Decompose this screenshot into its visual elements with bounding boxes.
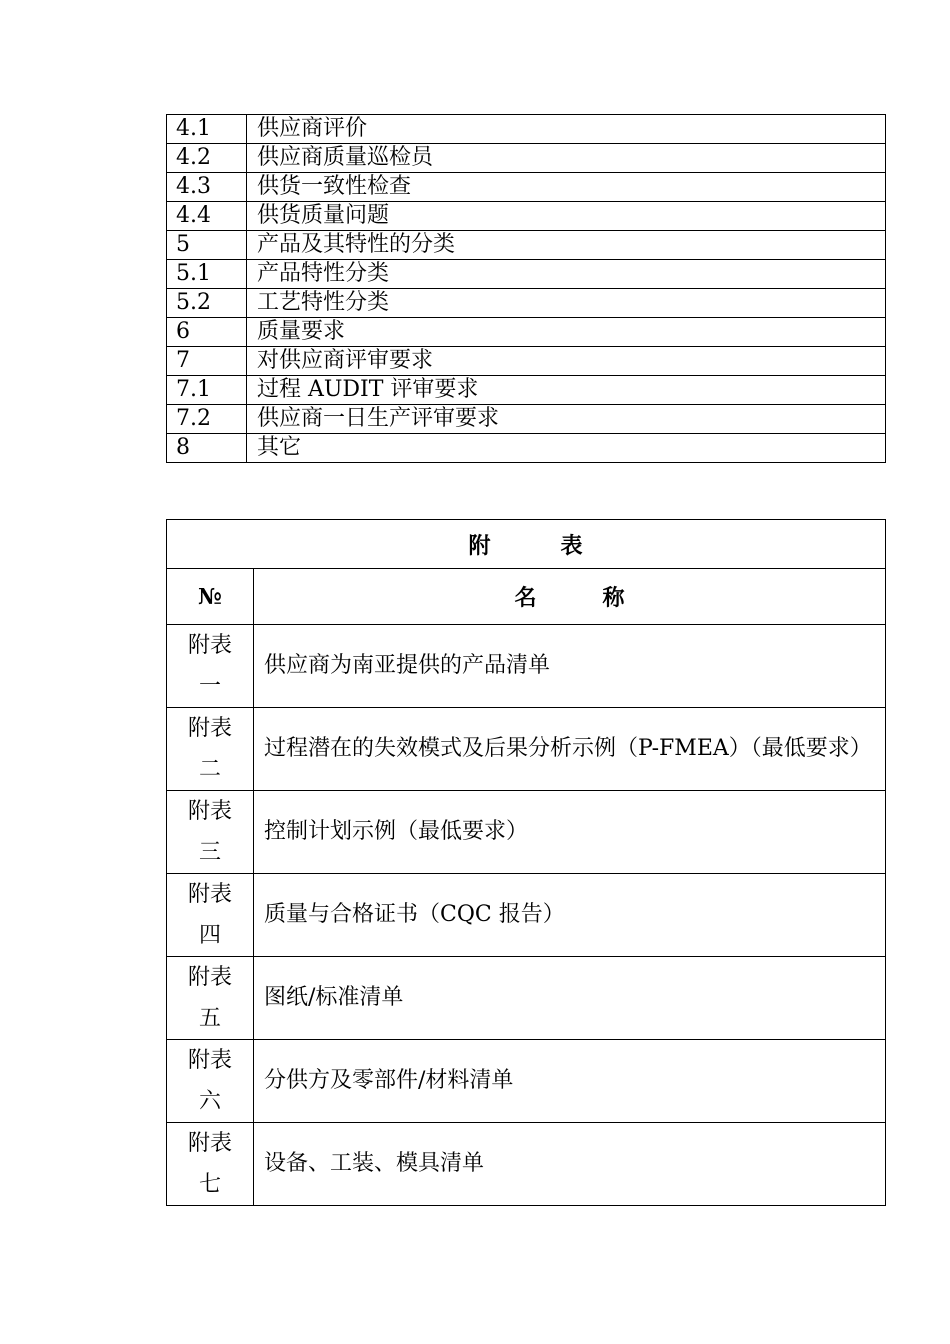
toc-title: 供应商评价: [247, 115, 886, 144]
appendix-label-top: 附表: [187, 633, 232, 658]
appendix-label: [167, 957, 254, 1040]
toc-row: [167, 260, 886, 289]
appendix-label-top: 附表: [187, 799, 232, 824]
appendix-label: [167, 625, 254, 708]
appendix-row: [167, 1123, 886, 1206]
toc-number: 4.4: [167, 202, 247, 231]
appendix-row: [167, 874, 886, 957]
appendix-label: [167, 1123, 254, 1206]
appendix-table: [166, 519, 886, 1206]
appendix-name: 质量与合格证书（CQC 报告）: [254, 874, 886, 957]
appendix-row: [167, 957, 886, 1040]
toc-number: 4.3: [167, 173, 247, 202]
toc-row: [167, 347, 886, 376]
toc-number: 7.2: [167, 405, 247, 434]
appendix-row: [167, 791, 886, 874]
toc-row: [167, 405, 886, 434]
appendix-name: 图纸/标准清单: [254, 957, 886, 1040]
toc-row: [167, 318, 886, 347]
toc-row: [167, 289, 886, 318]
toc-number: 7: [167, 347, 247, 376]
toc-row: [167, 231, 886, 260]
appendix-label-bottom: 七: [198, 1172, 221, 1197]
appendix-name: 控制计划示例（最低要求）: [254, 791, 886, 874]
appendix-label-top: 附表: [187, 1048, 232, 1073]
toc-number: 4.2: [167, 144, 247, 173]
appendix-label-bottom: 一: [198, 674, 221, 699]
toc-row: [167, 376, 886, 405]
toc-title: 产品及其特性的分类: [247, 231, 886, 260]
toc-row: [167, 173, 886, 202]
toc-row: [167, 202, 886, 231]
toc-number: 8: [167, 434, 247, 463]
toc-title: 其它: [247, 434, 886, 463]
column-header-name: 名 称: [254, 569, 886, 625]
appendix-label: [167, 791, 254, 874]
toc-title: 对供应商评审要求: [247, 347, 886, 376]
toc-title: 供货一致性检查: [247, 173, 886, 202]
toc-title: 产品特性分类: [247, 260, 886, 289]
appendix-label-bottom: 四: [198, 923, 221, 948]
appendix-label-bottom: 五: [198, 1006, 221, 1031]
appendix-title-row: [167, 520, 886, 569]
appendix-label-bottom: 二: [198, 757, 221, 782]
appendix-name: 过程潜在的失效模式及后果分析示例（P-FMEA）（最低要求）: [254, 708, 886, 791]
appendix-row: [167, 625, 886, 708]
appendix-row: [167, 708, 886, 791]
toc-number: 4.1: [167, 115, 247, 144]
appendix-label: [167, 874, 254, 957]
toc-title: 供货质量问题: [247, 202, 886, 231]
toc-row: [167, 144, 886, 173]
toc-title: 过程 AUDIT 评审要求: [247, 376, 886, 405]
appendix-label-top: 附表: [187, 882, 232, 907]
toc-number: 6: [167, 318, 247, 347]
appendix-label-top: 附表: [187, 716, 232, 741]
toc-row: [167, 434, 886, 463]
appendix-label-bottom: 六: [198, 1089, 221, 1114]
appendix-name: 设备、工装、模具清单: [254, 1123, 886, 1206]
appendix-label-top: 附表: [187, 965, 232, 990]
appendix-header-row: [167, 569, 886, 625]
appendix-title: 附 表: [167, 520, 886, 569]
appendix-row: [167, 1040, 886, 1123]
appendix-name: 分供方及零部件/材料清单: [254, 1040, 886, 1123]
toc-table: [166, 114, 886, 463]
toc-number: 5.1: [167, 260, 247, 289]
toc-title: 供应商质量巡检员: [247, 144, 886, 173]
toc-number: 5.2: [167, 289, 247, 318]
toc-title: 质量要求: [247, 318, 886, 347]
toc-title: 供应商一日生产评审要求: [247, 405, 886, 434]
appendix-label: [167, 1040, 254, 1123]
toc-number: 5: [167, 231, 247, 260]
toc-row: [167, 115, 886, 144]
column-header-number: №: [167, 569, 254, 625]
appendix-label-top: 附表: [187, 1131, 232, 1156]
toc-number: 7.1: [167, 376, 247, 405]
toc-title: 工艺特性分类: [247, 289, 886, 318]
appendix-name: 供应商为南亚提供的产品清单: [254, 625, 886, 708]
appendix-label: [167, 708, 254, 791]
appendix-label-bottom: 三: [198, 840, 221, 865]
